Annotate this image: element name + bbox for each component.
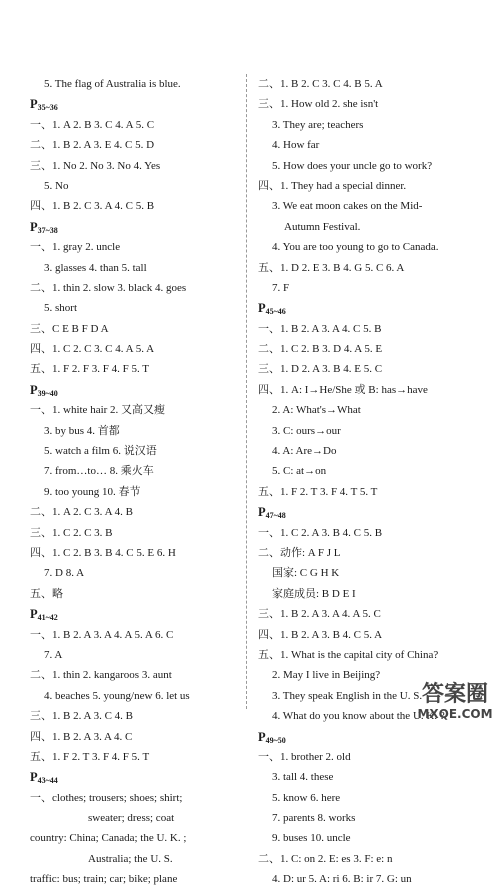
answer-line: 5. No bbox=[44, 179, 69, 192]
right-answer-column bbox=[258, 74, 493, 890]
answer-line: 3. tall 4. these bbox=[272, 771, 334, 784]
column-divider bbox=[246, 74, 247, 709]
answer-line: 5. watch a film 6. 说汉语 bbox=[44, 445, 157, 458]
answer-line: 3. We eat moon cakes on the Mid- bbox=[272, 200, 423, 213]
answer-line: 五、1. F 2. T 3. F 4. F 5. T bbox=[30, 750, 150, 763]
page-range: 37~38 bbox=[37, 225, 58, 235]
answer-line: Autumn Festival. bbox=[284, 220, 361, 233]
watermark-bottom: MXQE.COM bbox=[417, 707, 493, 721]
answer-line: 7. F bbox=[272, 281, 290, 294]
answer-line: 三、1. D 2. A 3. B 4. E 5. C bbox=[258, 363, 383, 376]
answer-line: 二、1. C: on 2. E: es 3. F: e: n bbox=[258, 852, 393, 865]
answer-line: 国家: C G H K bbox=[272, 567, 340, 580]
page-range-heading bbox=[30, 767, 235, 787]
answer-line: 家庭成员: B D E I bbox=[272, 587, 356, 600]
answer-line: 7. D 8. A bbox=[44, 567, 85, 580]
page-range: 41~42 bbox=[37, 613, 58, 623]
page-range-heading bbox=[30, 217, 235, 237]
page-letter: P bbox=[30, 97, 38, 112]
page-letter: P bbox=[258, 729, 266, 744]
answer-line: 5. How does your uncle go to work? bbox=[272, 159, 433, 172]
answer-line: 四、1. C 2. B 3. B 4. C 5. E 6. H bbox=[30, 546, 176, 559]
answer-line: country: China; Canada; the U. K. ; bbox=[30, 832, 187, 845]
page-range: 45~46 bbox=[265, 307, 286, 317]
answer-line: 二、1. thin 2. slow 3. black 4. goes bbox=[30, 281, 187, 294]
answer-line: 3. by bus 4. 首都 bbox=[44, 424, 120, 437]
answer-line: 五、略 bbox=[30, 587, 63, 600]
page-range: 47~48 bbox=[265, 511, 286, 521]
answer-line: 4. What do you know about the U. K. ? bbox=[272, 710, 445, 723]
answer-line: 五、1. F 2. F 3. F 4. F 5. T bbox=[30, 363, 149, 376]
answer-line: 2. A: What's→What bbox=[272, 404, 361, 417]
answer-line: traffic: bus; train; car; bike; plane bbox=[30, 873, 178, 886]
answer-line: 一、1. B 2. A 3. A 4. A 5. A 6. C bbox=[30, 628, 174, 641]
answer-line: 五、1. What is the capital city of China? bbox=[258, 648, 439, 661]
answer-line: 一、clothes; trousers; shoes; shirt; bbox=[30, 791, 183, 804]
answer-line: 五、1. F 2. T 3. F 4. T 5. T bbox=[258, 485, 378, 498]
page-range-heading bbox=[258, 298, 490, 318]
answer-line: 三、1. No 2. No 3. No 4. Yes bbox=[30, 159, 161, 172]
answer-line: 3. C: ours→our bbox=[272, 424, 341, 437]
page-range-heading bbox=[30, 604, 235, 624]
answer-line: 三、1. C 2. C 3. B bbox=[30, 526, 113, 539]
answer-line: 5. short bbox=[44, 302, 77, 315]
page-letter: P bbox=[30, 607, 38, 622]
page-range: 49~50 bbox=[265, 735, 286, 745]
page-range: 43~44 bbox=[37, 776, 58, 786]
answer-line: 二、1. A 2. C 3. A 4. B bbox=[30, 506, 133, 519]
answer-line: 四、1. C 2. C 3. C 4. A 5. A bbox=[30, 343, 155, 356]
page-letter: P bbox=[30, 382, 38, 397]
page-letter: P bbox=[258, 301, 266, 316]
page-range: 39~40 bbox=[37, 388, 58, 398]
answer-line: 二、1. C 2. B 3. D 4. A 5. E bbox=[258, 343, 383, 356]
answer-line: 7. A bbox=[44, 648, 63, 661]
answer-line: 四、1. A: I→He/She 或 B: has→have bbox=[258, 383, 428, 396]
answer-line: 一、1. white hair 2. 又高又瘦 bbox=[30, 404, 166, 417]
answer-line: 二、1. B 2. C 3. C 4. B 5. A bbox=[258, 78, 383, 90]
answer-line: 4. D: ur 5. A: ri 6. B: ir 7. G: un bbox=[272, 873, 412, 886]
answer-line: 一、1. A 2. B 3. C 4. A 5. C bbox=[30, 118, 155, 131]
page-range-heading bbox=[258, 727, 490, 747]
page-range-heading bbox=[30, 94, 235, 114]
answer-line: 三、1. B 2. A 3. C 4. B bbox=[30, 710, 133, 723]
answer-line: 一、1. gray 2. uncle bbox=[30, 241, 121, 254]
answer-line: 四、1. B 2. C 3. A 4. C 5. B bbox=[30, 200, 155, 213]
page-range-heading bbox=[258, 502, 490, 522]
answer-line: 5. know 6. here bbox=[272, 791, 341, 804]
answer-line: 7. parents 8. works bbox=[272, 812, 356, 825]
page-range-heading bbox=[30, 380, 235, 400]
answer-line: 二、1. B 2. A 3. E 4. C 5. D bbox=[30, 139, 155, 152]
answer-line: 四、1. They had a special dinner. bbox=[258, 179, 407, 192]
answer-line: 7. from…to… 8. 乘火车 bbox=[44, 465, 154, 478]
answer-line: 3. glasses 4. than 5. tall bbox=[44, 261, 147, 274]
answer-line: 4. How far bbox=[272, 139, 320, 152]
answer-line: 三、1. B 2. A 3. A 4. A 5. C bbox=[258, 608, 381, 621]
answer-line: 四、1. B 2. A 3. A 4. C bbox=[30, 730, 133, 743]
left-answer-column bbox=[30, 74, 235, 890]
answer-line: 五、1. D 2. E 3. B 4. G 5. C 6. A bbox=[258, 261, 405, 274]
answer-line: 一、1. brother 2. old bbox=[258, 750, 351, 763]
answer-line: 5. C: at→on bbox=[272, 465, 327, 478]
answer-line: 2. May I live in Beijing? bbox=[272, 669, 381, 682]
answer-line: 4. A: Are→Do bbox=[272, 445, 337, 458]
answer-line: sweater; dress; coat bbox=[88, 812, 175, 825]
answer-line: 3. They are; teachers bbox=[272, 118, 364, 131]
answer-line: 四、1. B 2. A 3. B 4. C 5. A bbox=[258, 628, 383, 641]
answer-line: 一、1. B 2. A 3. A 4. C 5. B bbox=[258, 322, 382, 335]
answer-line: 4. You are too young to go to Canada. bbox=[272, 241, 439, 254]
answer-line: 二、动作: A F J L bbox=[258, 546, 341, 559]
page-letter: P bbox=[30, 770, 38, 785]
answer-line: Australia; the U. S. bbox=[88, 852, 173, 865]
answer-line: 三、C E B F D A bbox=[30, 322, 109, 335]
answer-line: 9. buses 10. uncle bbox=[272, 832, 351, 845]
answer-line: 一、1. C 2. A 3. B 4. C 5. B bbox=[258, 526, 383, 539]
answer-line: 9. too young 10. 春节 bbox=[44, 485, 141, 498]
answer-line: 二、1. thin 2. kangaroos 3. aunt bbox=[30, 669, 172, 682]
watermark-top: 答案圈 bbox=[421, 682, 489, 707]
watermark-logo bbox=[414, 673, 496, 723]
page-letter: P bbox=[258, 505, 266, 520]
page-range: 35~36 bbox=[37, 103, 58, 113]
page-letter: P bbox=[30, 219, 38, 234]
answer-line: 3. They speak English in the U. S. bbox=[272, 689, 423, 702]
answer-line: 三、1. How old 2. she isn't bbox=[258, 98, 379, 111]
answer-line: 4. beaches 5. young/new 6. let us bbox=[44, 689, 190, 702]
answer-line: 5. The flag of Australia is blue. bbox=[44, 78, 181, 90]
